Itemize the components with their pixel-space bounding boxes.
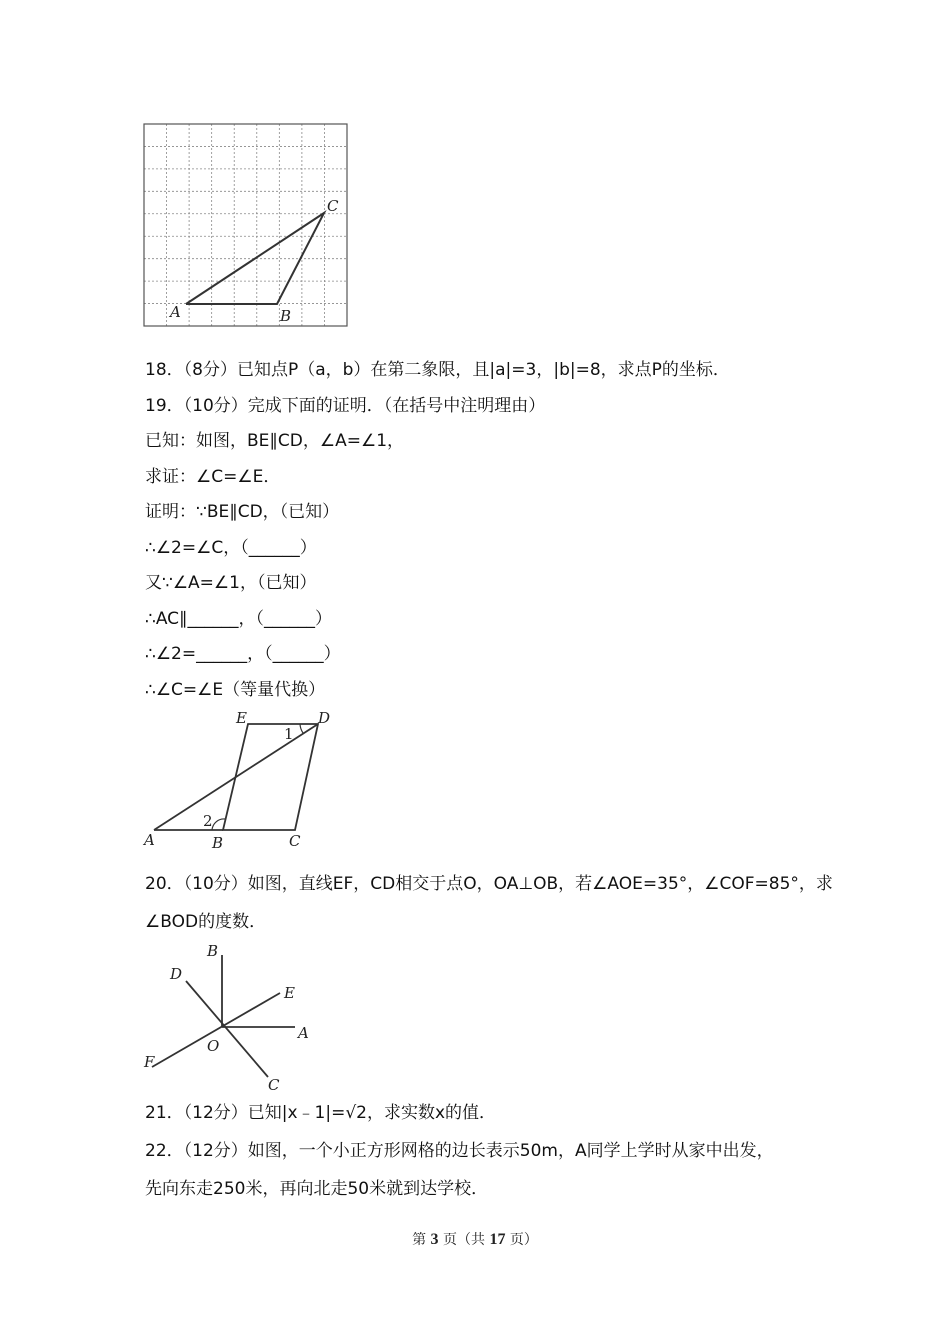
- dashed-grid: [144, 124, 347, 326]
- label-a: A: [298, 1024, 309, 1042]
- angle-1-label: 1: [284, 725, 294, 743]
- label-o: O: [207, 1037, 220, 1055]
- grid-border: [144, 124, 347, 326]
- parallelogram-figure: [140, 706, 340, 856]
- label-e: E: [284, 984, 295, 1002]
- label-b: B: [207, 942, 219, 960]
- proof-line: 证明：∵BE∥CD，（已知）: [145, 502, 340, 522]
- proof-line: 求证：∠C=∠E．: [145, 467, 281, 487]
- proof-line: ∴∠C=∠E（等量代换）: [145, 680, 326, 700]
- question-20-line-1: 20．（10分）如图，直线EF，CD相交于点O，OA⊥OB，若∠AOE=35°，∠COF=85°，求: [145, 874, 833, 894]
- label-d: D: [318, 709, 331, 727]
- line-cd: [186, 981, 268, 1077]
- line-ef: [152, 993, 280, 1067]
- label-c: C: [289, 832, 301, 850]
- proof-line: 已知：如图，BE∥CD，∠A=∠1，: [145, 431, 405, 451]
- triangle-abc: [186, 213, 324, 304]
- footer-suffix: 页）: [509, 1232, 538, 1248]
- question-18: 18．（8分）已知点P（a，b）在第二象限，且|a|=3，|b|=8，求点P的坐标．: [145, 360, 730, 380]
- proof-line: 又∵∠A=∠1，（已知）: [145, 573, 317, 593]
- page-total: 17: [489, 1231, 506, 1248]
- question-22-line-2: 先向东走250米，再向北走50米就到达学校．: [145, 1179, 489, 1199]
- label-c: C: [327, 197, 339, 215]
- label-a: A: [144, 831, 155, 849]
- question-20-line-2: ∠BOD的度数．: [145, 912, 267, 932]
- label-d: D: [170, 965, 183, 983]
- page-number: 3: [430, 1231, 439, 1248]
- question-19-title: 19．（10分）完成下面的证明．（在括号中注明理由）: [145, 396, 546, 416]
- label-b: B: [212, 834, 224, 852]
- label-a: A: [170, 303, 181, 321]
- angle-1-arc: [300, 724, 303, 733]
- question-21: 21．（12分）已知|x﹣1|=√2，求实数x的值．: [145, 1103, 497, 1123]
- proof-line: ∴∠2=∠C，（______）: [145, 538, 317, 558]
- page-footer: [0, 1229, 950, 1249]
- label-f: F: [144, 1053, 155, 1071]
- grid-triangle-figure: [140, 118, 355, 330]
- proof-line: ∴AC∥______，（______）: [145, 609, 333, 629]
- label-c: C: [268, 1076, 280, 1094]
- question-22-line-1: 22．（12分）如图，一个小正方形网格的边长表示50m，A同学上学时从家中出发，: [145, 1141, 774, 1161]
- label-e: E: [236, 709, 247, 727]
- proof-line: ∴∠2=______，（______）: [145, 644, 341, 664]
- footer-prefix: 第: [412, 1232, 427, 1248]
- label-b: B: [280, 307, 292, 325]
- footer-middle: 页（共: [443, 1232, 485, 1248]
- angle-2-label: 2: [203, 812, 213, 830]
- intersecting-lines-figure: [140, 937, 320, 1097]
